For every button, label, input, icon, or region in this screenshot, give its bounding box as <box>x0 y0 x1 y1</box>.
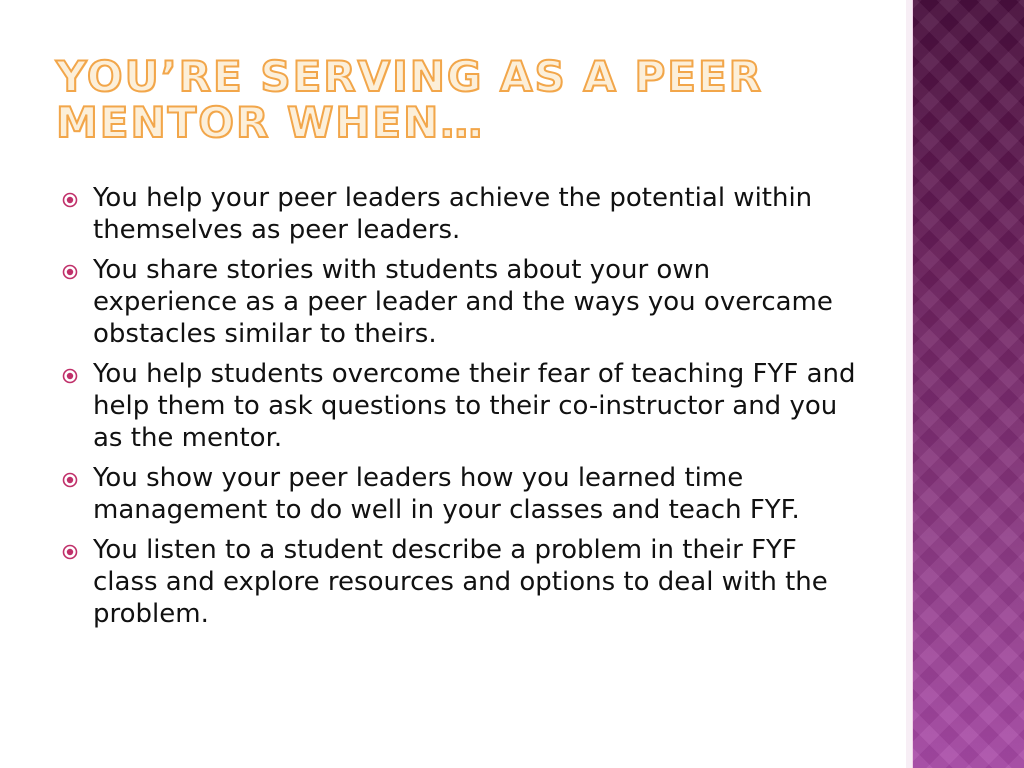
decorative-side-band <box>912 0 1024 768</box>
bullet-item <box>62 182 862 246</box>
circled-dot-icon <box>62 264 78 280</box>
circled-dot-icon <box>62 368 78 384</box>
bullet-list <box>62 182 862 638</box>
circled-dot-icon <box>62 544 78 560</box>
bullet-item <box>62 358 862 454</box>
bullet-text: You help your peer leaders achieve the potential within themselves as peer leaders. <box>93 183 813 245</box>
bullet-text: You share stories with students about your own experience as a peer leader and the ways you overcame obstacles similar to theirs. <box>93 255 833 349</box>
bullet-item <box>62 254 862 350</box>
circled-dot-icon <box>62 472 78 488</box>
bullet-text: You show your peer leaders how you learned time management to do well in your classes and teach FYF. <box>93 463 800 525</box>
bullet-text: You listen to a student describe a problem in their FYF class and explore resources and options to deal with the problem. <box>93 535 828 629</box>
slide-title: YOU’RE SERVING AS A PEER MENTOR WHEN… <box>56 52 763 147</box>
circled-dot-icon <box>62 192 78 208</box>
bullet-item <box>62 534 862 630</box>
bullet-text: You help students overcome their fear of teaching FYF and help them to ask questions to their co-instructor and you as the mentor. <box>93 359 856 453</box>
bullet-item <box>62 462 862 526</box>
